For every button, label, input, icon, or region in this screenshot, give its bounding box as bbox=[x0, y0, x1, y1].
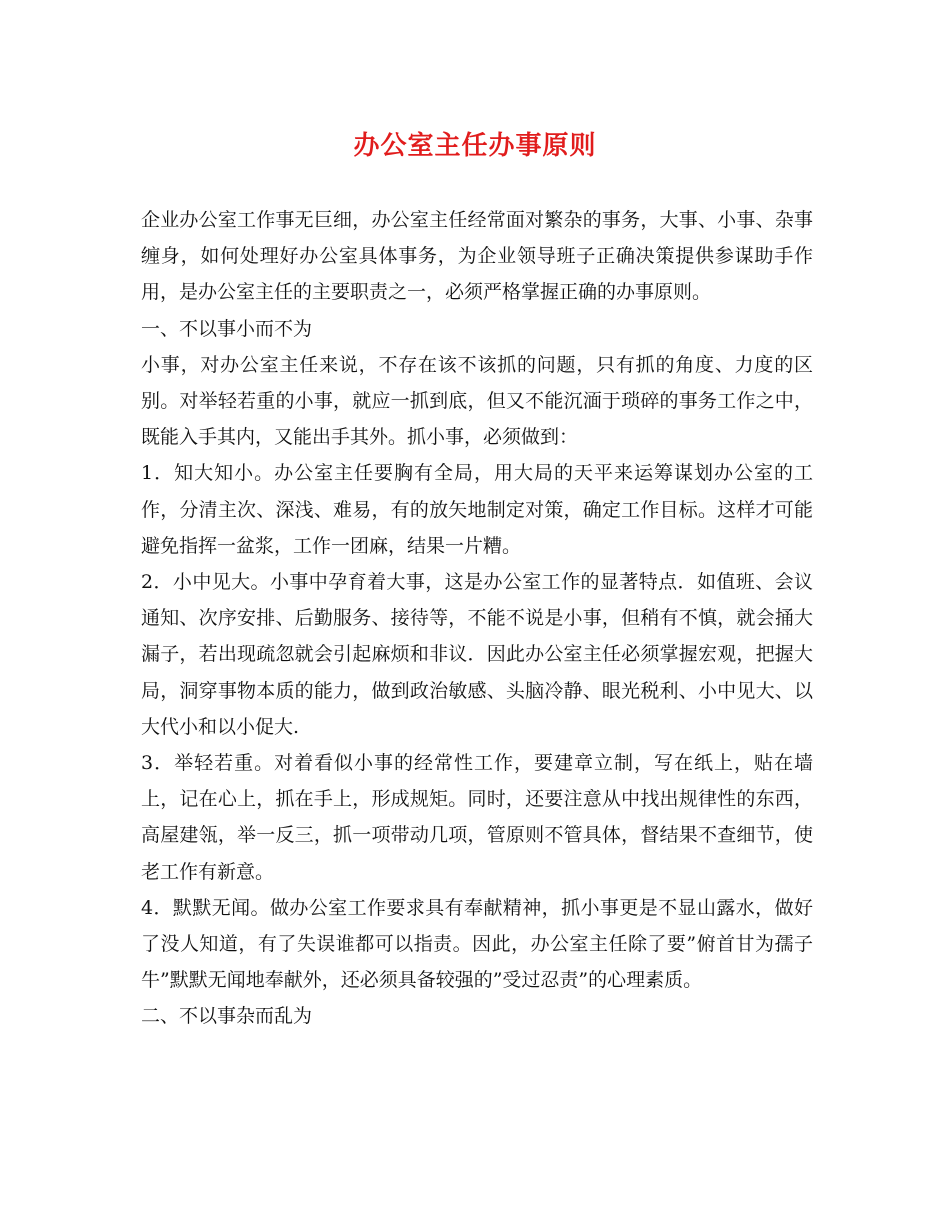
intro-paragraph: 企业办公室工作事无巨细，办公室主任经常面对繁杂的事务，大事、小事、杂事缠身，如何处理好办公室具体事务，为企业领导班子正确决策提供参谋助手作用，是办公室主任的主要职责之一，必须严格掌握正确的办事原则。 bbox=[141, 209, 813, 304]
list-item-1: 1．知大知小。办公室主任要胸有全局，用大局的天平来运筹谋划办公室的工作，分清主次、深浅、难易，有的放矢地制定对策，确定工作目标。这样才可能避免指挥一盆浆，工作一团麻，结果一片糟。 bbox=[141, 462, 813, 557]
section-heading-1: 一、不以事小而不为 bbox=[141, 317, 313, 340]
document-body bbox=[141, 202, 813, 1035]
list-item-2: 2．小中见大。小事中孕育着大事，这是办公室工作的显著特点．如值班、会议通知、次序安排、后勤服务、接待等，不能不说是小事，但稍有不慎，就会捅大漏子，若出现疏忽就会引起麻烦和非议．因此办公室主任必须掌握宏观，把握大局，洞穿事物本质的能力，做到政治敏感、头脑冷静、眼光税利、小中见大、以大代小和以小促大. bbox=[141, 571, 813, 738]
section-1-paragraph: 小事，对办公室主任来说，不存在该不该抓的问题，只有抓的角度、力度的区别。对举轻若重的小事，就应一抓到底，但又不能沉湎于琐碎的事务工作之中，既能入手其内，又能出手其外。抓小事，必须做到： bbox=[141, 353, 813, 449]
list-item-4: 4．默默无闻。做办公室工作要求具有奉献精神，抓小事更是不显山露水，做好了没人知道，有了失误谁都可以指责。因此，办公室主任除了要”俯首甘为孺子牛”默默无闻地奉献外，还必须具备较强的”受过忍责”的心理素质。 bbox=[141, 896, 813, 992]
list-item-3: 3．举轻若重。对着看似小事的经常性工作，要建章立制，写在纸上，贴在墙上，记在心上，抓在手上，形成规矩。同时，还要注意从中找出规律性的东西，高屋建瓴，举一反三，抓一项带动几项，管原则不管具体，督结果不查细节，使老工作有新意。 bbox=[141, 752, 813, 883]
document-title: 办公室主任办事原则 bbox=[353, 131, 597, 161]
section-heading-2: 二、不以事杂而乱为 bbox=[141, 1005, 313, 1028]
